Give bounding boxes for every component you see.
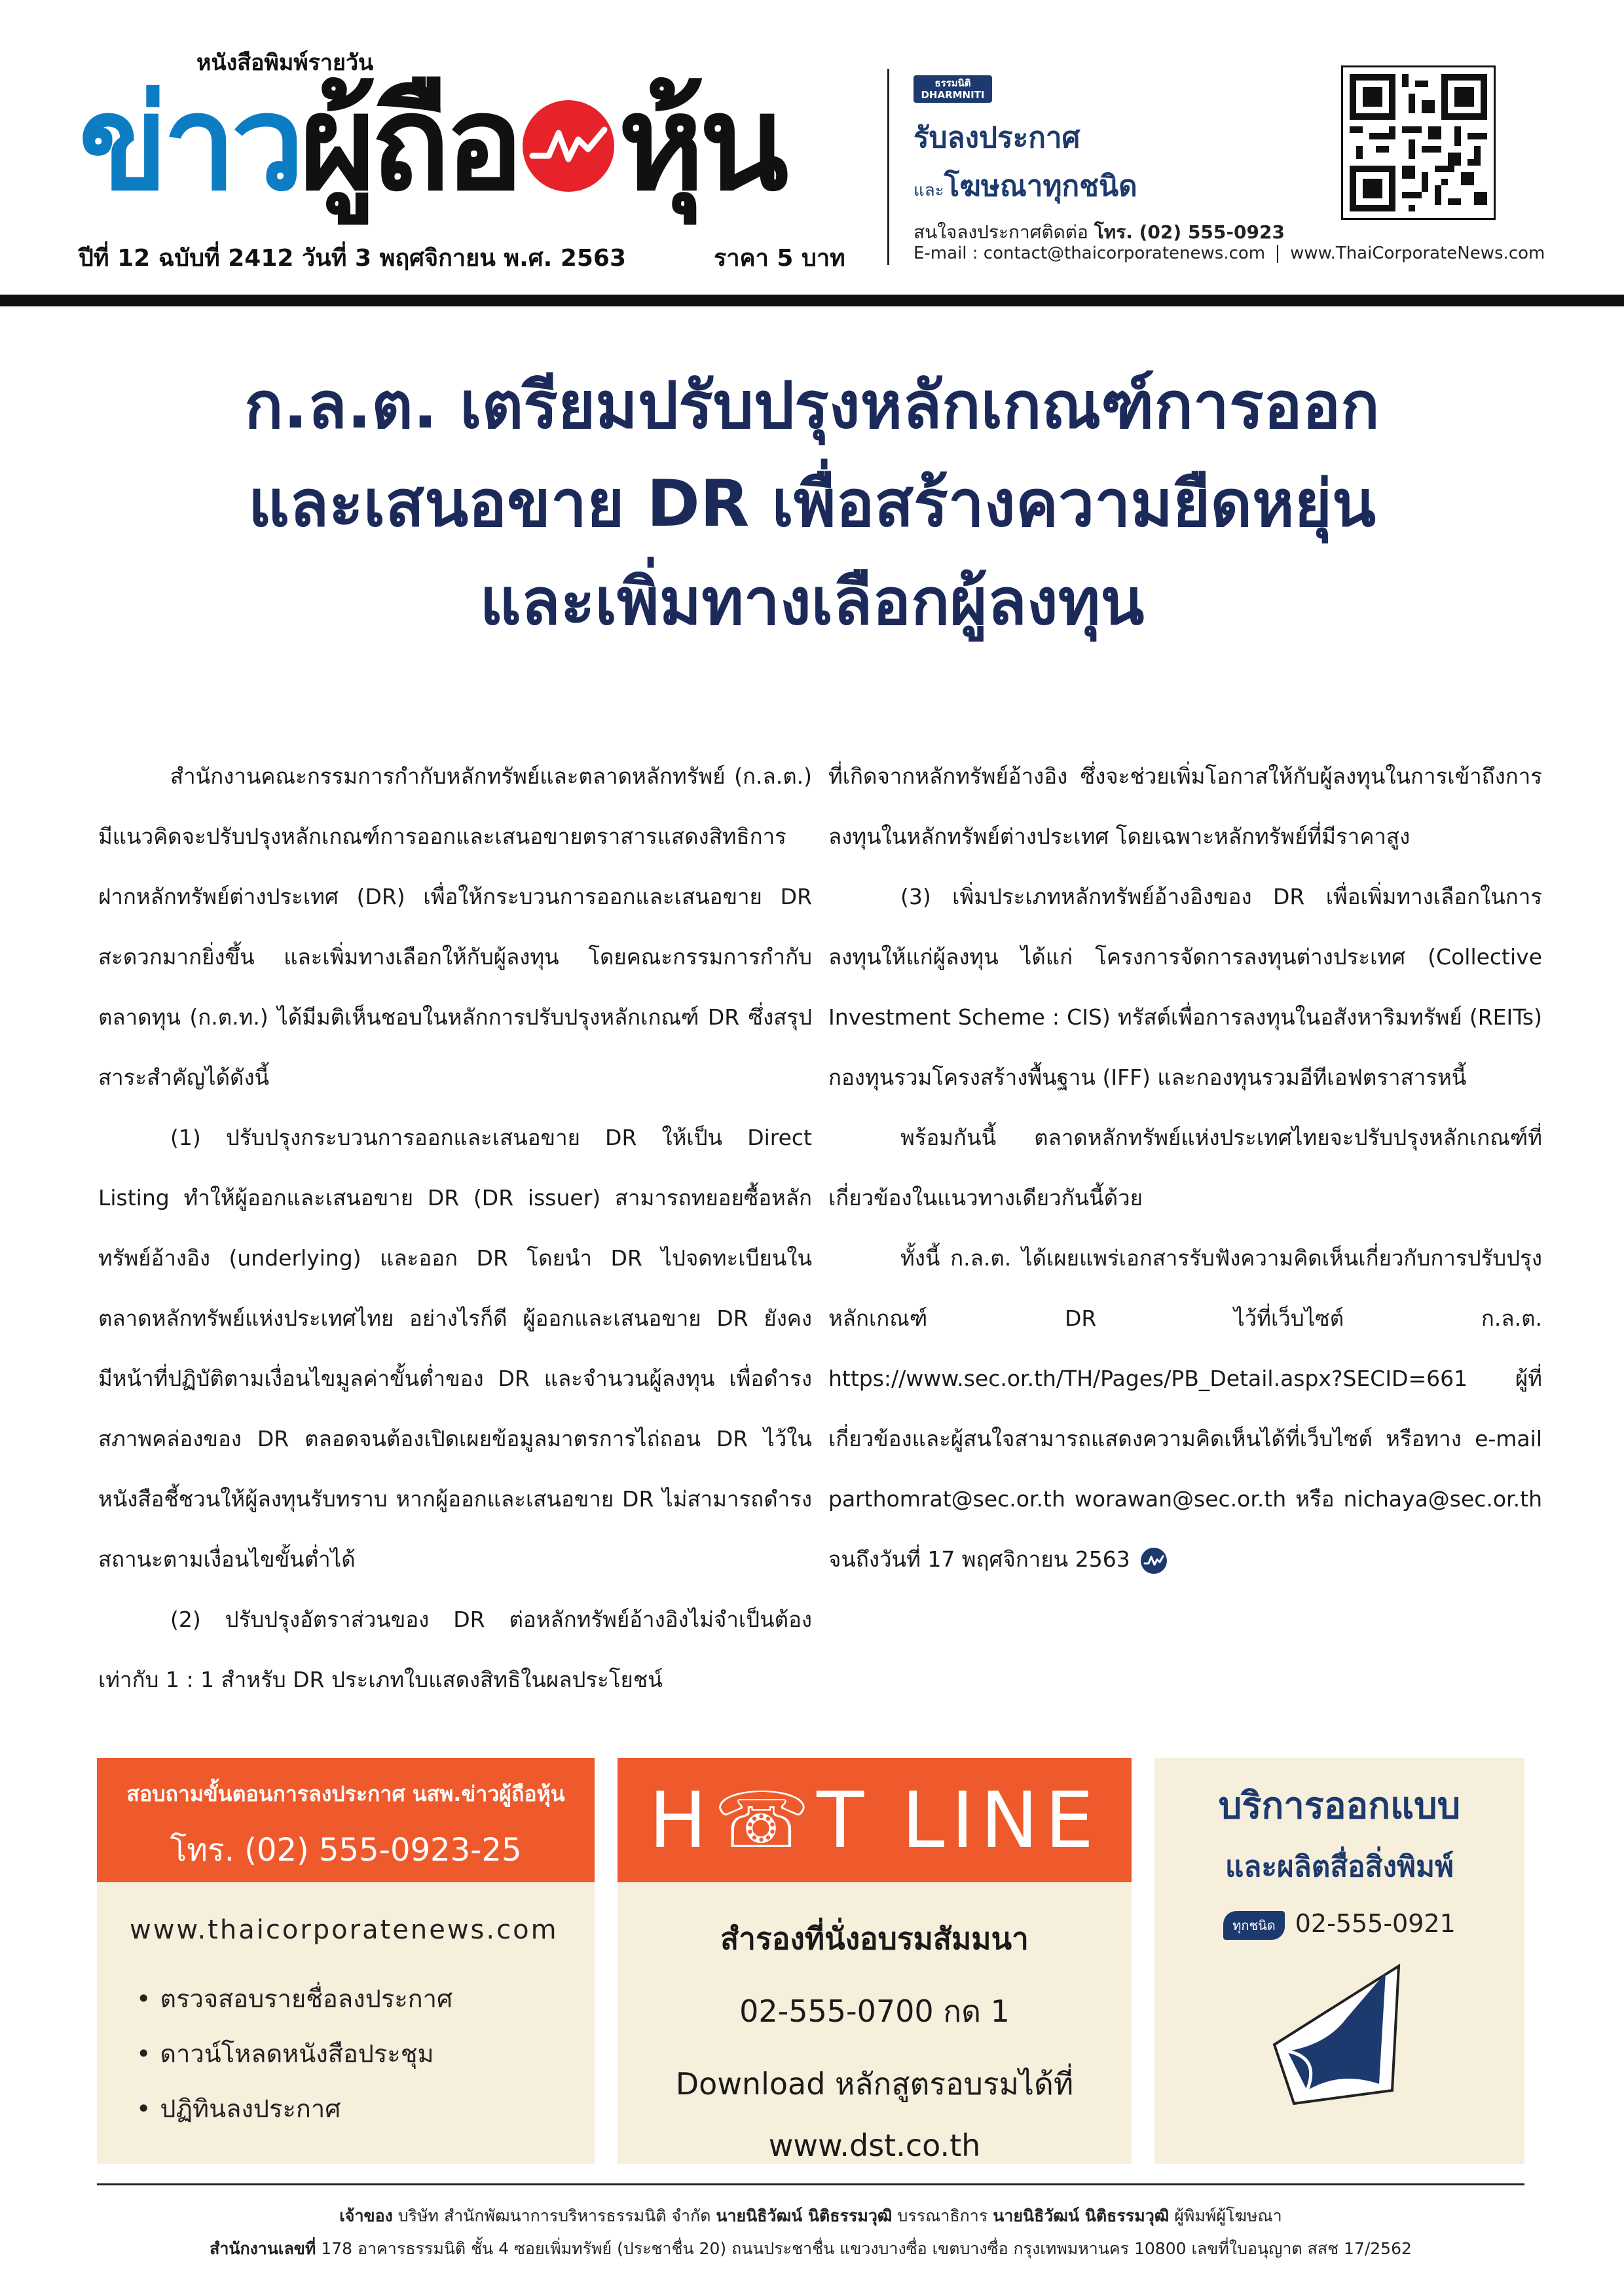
contact-separator bbox=[1277, 245, 1278, 263]
dharmniti-logo-thai: ธรรมนิติ bbox=[934, 77, 971, 89]
footer-office-label: สำนักงานเลขที่ bbox=[210, 2239, 316, 2258]
printing-ad-phone-row bbox=[1154, 1909, 1524, 1940]
article-paragraph: สำนักงานคณะกรรมการกำกับหลักทรัพย์และตลาดหลักทรัพย์ (ก.ล.ต.) มีแนวคิดจะปรับปรุงหลักเกณฑ์การออกและเสนอขายตราสารแสดงสิทธิการฝากหลักทรัพย์ต่างประเทศ (DR) เพื่อให้กระบวนการออกและเสนอขาย DR สะดวกมากยิ่งขึ้น และเพิ่มทางเลือกให้กับผู้ลงทุน โดยคณะกรรมการกำกับตลาดทุน (ก.ต.ท.) ได้มีมติเห็นชอบในหลักการปรับปรุงหลักเกณฑ์ DR ซึ่งสรุปสาระสำคัญได้ดังนี้ bbox=[98, 763, 812, 1090]
footer-editor-role: บรรณาธิการ bbox=[897, 2206, 988, 2225]
ad-box1-url[interactable]: www.thaicorporatenews.com bbox=[130, 1915, 559, 1945]
stock-chart-logo-icon bbox=[523, 100, 614, 192]
header-ad-phone: โทร. (02) 555-0923 bbox=[1094, 221, 1285, 243]
ad-box1-list bbox=[97, 1971, 595, 2136]
printing-ad-line1: บริการออกแบบ bbox=[1218, 1785, 1461, 1827]
footer-office-address: 178 อาคารธรรมนิติ ชั้น 4 ซอยเพิ่มทรัพย์ (ประชาชื่น 20) ถนนประชาชื่น แขวงบางซื่อ เขตบางซื่อ กรุงเทพมหานคร 10800 เลขที่ใบอนุญาต สสช 17/2562 bbox=[321, 2239, 1412, 2258]
footer-line2 bbox=[97, 2236, 1524, 2262]
article-paragraph: พร้อมกันนี้ ตลาดหลักทรัพย์แห่งประเทศไทยจะปรับปรุงหลักเกณฑ์ที่เกี่ยวข้องในแนวทางเดียวกันนี้ด้วย bbox=[828, 1125, 1542, 1211]
article-column-left bbox=[98, 746, 812, 1710]
article-paragraph-text: ทั้งนี้ ก.ล.ต. ได้เผยแพร่เอกสารรับฟังความคิดเห็นเกี่ยวกับการปรับปรุงหลักเกณฑ์ DR ไว้ที่เว็บไซต์ ก.ล.ต. https://www.sec.or.th/TH/Pages/PB_Detail.aspx?SECID=661 ผู้ที่เกี่ยวข้องและผู้สนใจสามารถแสดงความคิดเห็นได้ที่เว็บไซต์ หรือทาง e-mail parthomrat@sec.or.th worawan@sec.or.th หรือ nichaya@sec.or.th จนถึงวันที่ 17 พฤศจิกายน 2563 bbox=[828, 1245, 1542, 1572]
footer-owner: บริษัท สำนักพัฒนาการบริหารธรรมนิติ จำกัด bbox=[397, 2206, 711, 2225]
list-item: • ตรวจสอบรายชื่อลงประกาศ bbox=[136, 1971, 595, 2026]
footer-editor-name: นายนิธิวัฒน์ นิติธรรมวุฒิ bbox=[716, 2206, 893, 2225]
header-rule bbox=[0, 295, 1624, 306]
masthead-title-part2: ผู้ถือ bbox=[299, 67, 519, 220]
hotline-body bbox=[618, 1915, 1132, 2163]
article-paragraph: ที่เกิดจากหลักทรัพย์อ้างอิง ซึ่งจะช่วยเพิ่มโอกาสให้กับผู้ลงทุนในการเข้าถึงการลงทุนในหลักทรัพย์ต่างประเทศ โดยเฉพาะหลักทรัพย์ที่มีราคาสูง bbox=[828, 763, 1542, 849]
header-website[interactable]: www.ThaiCorporateNews.com bbox=[1290, 244, 1545, 263]
header-contact bbox=[913, 244, 1545, 263]
masthead-title-part3: หุ้น bbox=[618, 67, 784, 220]
qr-code-icon bbox=[1341, 65, 1496, 220]
list-item: • ดาวน์โหลดหนังสือประชุม bbox=[136, 2026, 595, 2081]
list-item: • ปฏิทินลงประกาศ bbox=[136, 2081, 595, 2136]
header-ad-line1: รับลงประกาศ bbox=[913, 121, 1080, 155]
header-divider bbox=[887, 69, 889, 265]
header-email[interactable]: E-mail : contact@thaicorporatenews.com bbox=[913, 244, 1266, 263]
article-end-logo-icon bbox=[1141, 1548, 1167, 1574]
headline-line2: และเสนอขาย DR เพื่อสร้างความยืดหยุ่น bbox=[248, 467, 1376, 541]
dharmniti-logo-en: DHARMNITI bbox=[921, 89, 985, 101]
masthead bbox=[79, 39, 884, 282]
hotline-line1: สำรองที่นั่งอบรมสัมมนา bbox=[720, 1921, 1029, 1956]
masthead-title-part1: ข่าว bbox=[79, 67, 300, 220]
ad-box1-phone: โทร. (02) 555-0923-25 bbox=[170, 1832, 522, 1868]
printing-ad-phone: 02-555-0921 bbox=[1295, 1909, 1456, 1938]
footer-line1 bbox=[97, 2203, 1524, 2229]
ad-box-announcement bbox=[97, 1758, 595, 2164]
issue-info: ปีที่ 12 ฉบับที่ 2412 วันที่ 3 พฤศจิกายน พ.ศ. 2563 bbox=[79, 245, 627, 272]
ad-box-hotline bbox=[618, 1758, 1132, 2164]
header-ad-line2 bbox=[913, 163, 1359, 209]
hotline-phone: 02-555-0700 กด 1 bbox=[739, 1994, 1010, 2029]
footer-owner-label: เจ้าของ bbox=[339, 2206, 393, 2225]
hotline-url[interactable]: www.dst.co.th bbox=[768, 2128, 981, 2163]
header-ad-line2-main: โฆษณาทุกชนิด bbox=[944, 170, 1137, 203]
header-ad bbox=[913, 75, 1359, 247]
footer-rule bbox=[97, 2183, 1524, 2185]
article-paragraph: (3) เพิ่มประเภทหลักทรัพย์อ้างอิงของ DR เพื่อเพิ่มทางเลือกในการลงทุนให้แก่ผู้ลงทุน ได้แก่ โครงการจัดการลงทุนต่างประเทศ (Collective Investment Scheme : CIS) ทรัสต์เพื่อการลงทุนในอสังหาริมทรัพย์ (REITs) กองทุนรวมโครงสร้างพื้นฐาน (IFF) และกองทุนรวมอีทีเอฟตราสารหนี้ bbox=[828, 884, 1542, 1090]
ad-box1-header bbox=[97, 1758, 595, 1882]
price-info: ราคา 5 บาท bbox=[714, 245, 845, 272]
headline-line1: ก.ล.ต. เตรียมปรับปรุงหลักเกณฑ์การออก bbox=[244, 369, 1380, 443]
hotline-line3: Download หลักสูตรอบรมได้ที่ bbox=[675, 2066, 1074, 2102]
header-ad-line2-small: และ bbox=[913, 181, 944, 200]
article-paragraph: (2) ปรับปรุงอัตราส่วนของ DR ต่อหลักทรัพย์อ้างอิงไม่จำเป็นต้องเท่ากับ 1 : 1 สำหรับ DR ประเภทใบแสดงสิทธิในผลประโยชน์ bbox=[98, 1607, 812, 1692]
printing-ad-line2: และผลิตสื่อสิ่งพิมพ์ bbox=[1225, 1850, 1454, 1884]
ad-box1-header-line1: สอบถามขั้นตอนการลงประกาศ นสพ.ข่าวผู้ถือหุ้น bbox=[126, 1781, 565, 1806]
masthead-title bbox=[79, 65, 783, 223]
headline-line3: และเพิ่มทางเลือกผู้ลงทุน bbox=[479, 565, 1145, 640]
headline bbox=[79, 357, 1545, 651]
ad-box-printing bbox=[1154, 1758, 1524, 2164]
header-ad-contact-prefix: สนใจลงประกาศติดต่อ bbox=[913, 221, 1088, 243]
article-paragraph-last bbox=[828, 1228, 1542, 1590]
footer-publisher-role: ผู้พิมพ์ผู้โฆษณา bbox=[1174, 2206, 1282, 2225]
printed-paper-icon bbox=[1268, 1959, 1412, 2110]
article-paragraph: (1) ปรับปรุงกระบวนการออกและเสนอขาย DR ให้เป็น Direct Listing ทำให้ผู้ออกและเสนอขาย DR (DR issuer) สามารถทยอยซื้อหลักทรัพย์อ้างอิง (underlying) และออก DR โดยนำ DR ไปจดทะเบียนในตลาดหลักทรัพย์แห่งประเทศไทย อย่างไรก็ดี ผู้ออกและเสนอขาย DR ยังคงมีหน้าที่ปฏิบัติตามเงื่อนไขมูลค่าขั้นต่ำของ DR และจำนวนผู้ลงทุน เพื่อดำรงสภาพคล่องของ DR ตลอดจนต้องเปิดเผยข้อมูลมาตรการไถ่ถอน DR ไว้ในหนังสือชี้ชวนให้ผู้ลงทุนรับทราบ หากผู้ออกและเสนอขาย DR ไม่สามารถดำรงสถานะตามเงื่อนไขขั้นต่ำได้ bbox=[98, 1125, 812, 1572]
footer-publisher-name: นายนิธิวัฒน์ นิติธรรมวุฒิ bbox=[993, 2206, 1170, 2225]
printing-ad-brush-label: ทุกชนิด bbox=[1223, 1911, 1285, 1940]
dharmniti-logo bbox=[913, 75, 992, 103]
masthead-subtitle: หนังสือพิมพ์รายวัน bbox=[196, 50, 374, 76]
hotline-header: H☏T LINE bbox=[618, 1758, 1132, 1882]
article-column-right bbox=[828, 746, 1542, 1590]
header-ad-line3 bbox=[913, 218, 1359, 247]
